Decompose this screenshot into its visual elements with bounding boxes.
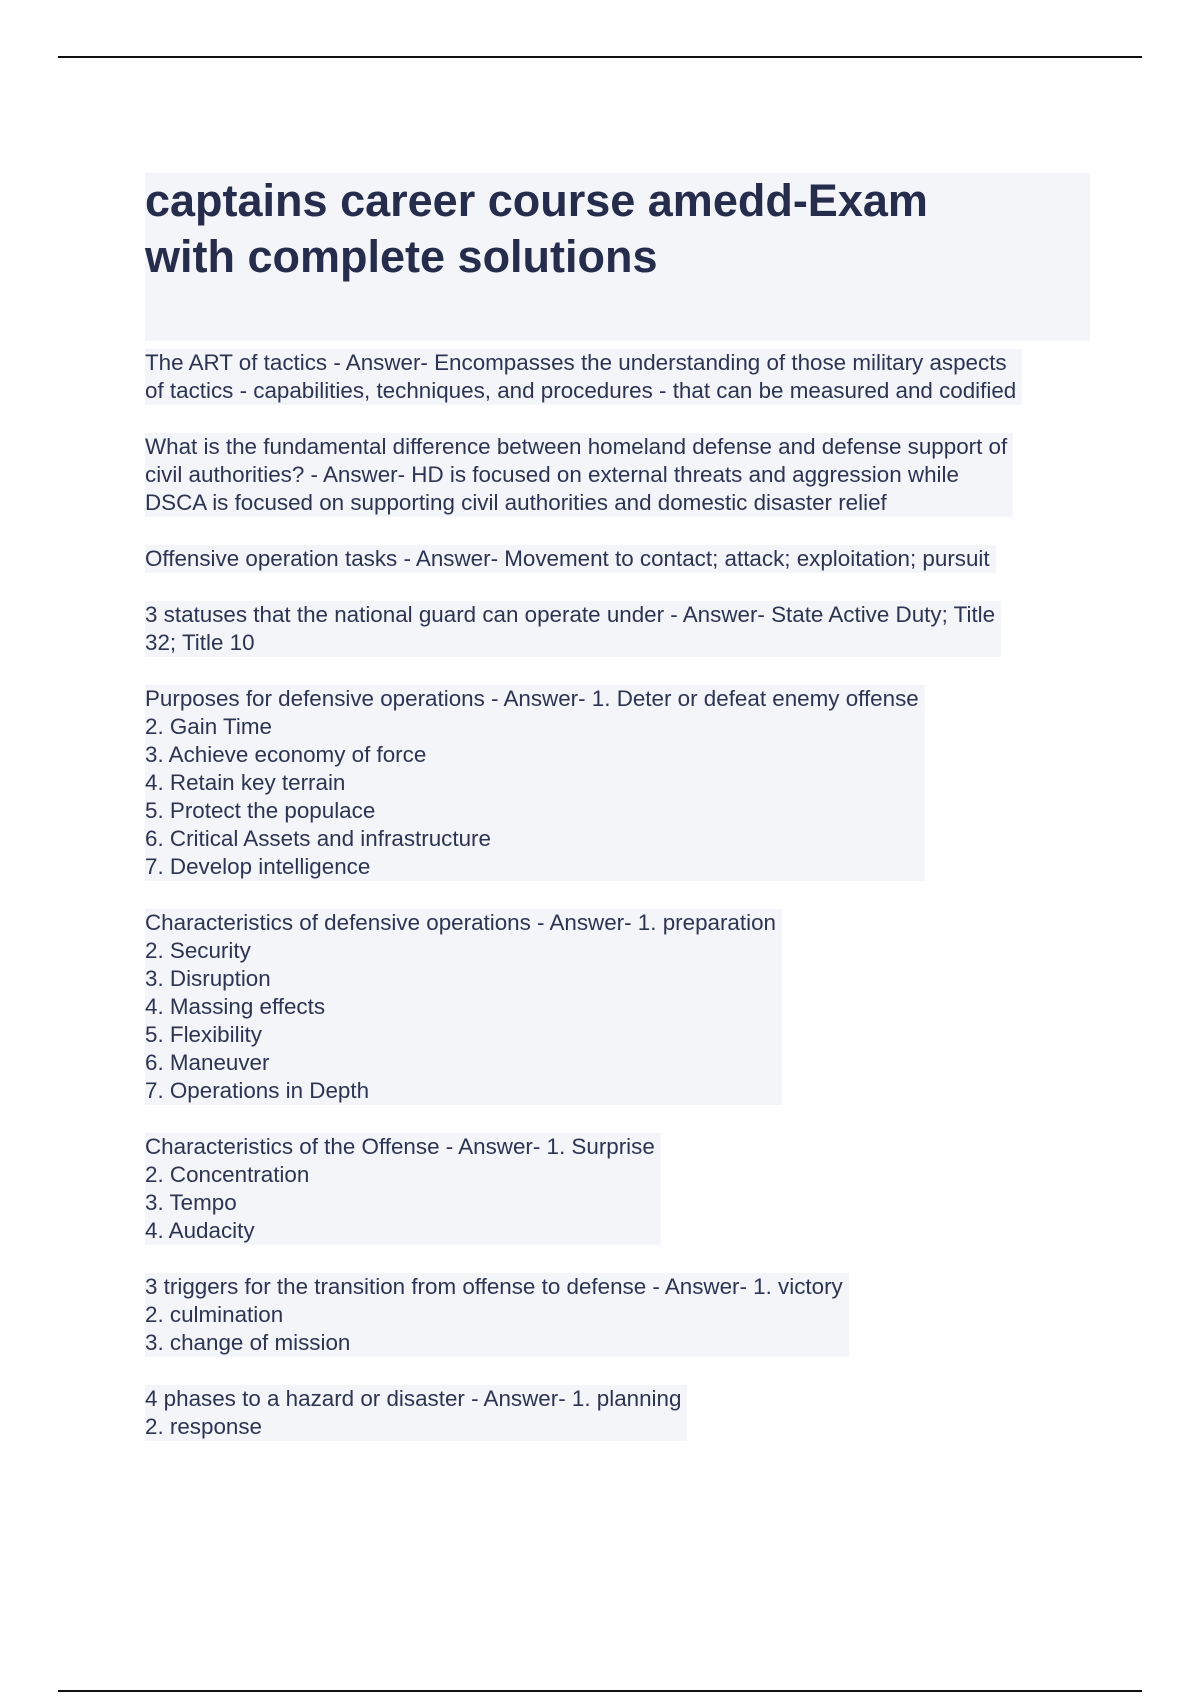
qa-line: Purposes for defensive operations - Answer- 1. Deter or defeat enemy offense (145, 686, 919, 711)
qa-line: DSCA is focused on supporting civil authorities and domestic disaster relief (145, 490, 887, 515)
qa-entry-disaster-phases (145, 1385, 1090, 1441)
qa-line: 6. Critical Assets and infrastructure (145, 826, 491, 851)
qa-line: 32; Title 10 (145, 630, 255, 655)
qa-entry-offense-characteristics (145, 1133, 1090, 1245)
document-body (145, 173, 1090, 1469)
qa-entry-defensive-purposes (145, 685, 1090, 881)
qa-line: 4 phases to a hazard or disaster - Answer- 1. planning (145, 1386, 682, 1411)
qa-entry-transition-triggers (145, 1273, 1090, 1357)
title-line: captains career course amedd-Exam (145, 175, 928, 226)
qa-line: civil authorities? - Answer- HD is focused on external threats and aggression while (145, 462, 959, 487)
qa-entry-offensive-tasks (145, 545, 1090, 573)
top-rule (58, 56, 1142, 58)
qa-entry-hd-vs-dsca (145, 433, 1090, 517)
qa-line: 2. culmination (145, 1302, 284, 1327)
page-title (145, 173, 1090, 341)
qa-line: 4. Massing effects (145, 994, 326, 1019)
qa-line: What is the fundamental difference between homeland defense and defense support of (145, 434, 1008, 459)
qa-line: 3. Achieve economy of force (145, 742, 427, 767)
qa-line: of tactics - capabilities, techniques, and procedures - that can be measured and codified (145, 378, 1017, 403)
qa-entry-art-of-tactics (145, 349, 1090, 405)
qa-line: 6. Maneuver (145, 1050, 270, 1075)
qa-line: Characteristics of the Offense - Answer- 1. Surprise (145, 1134, 655, 1159)
qa-line: 7. Develop intelligence (145, 854, 371, 879)
qa-line: 5. Flexibility (145, 1022, 262, 1047)
qa-line: 2. response (145, 1414, 263, 1439)
qa-line: 3. change of mission (145, 1330, 351, 1355)
qa-line: Characteristics of defensive operations - Answer- 1. preparation (145, 910, 776, 935)
qa-line: 3 triggers for the transition from offense to defense - Answer- 1. victory (145, 1274, 843, 1299)
qa-line: 4. Retain key terrain (145, 770, 346, 795)
qa-line: 5. Protect the populace (145, 798, 376, 823)
qa-line: 2. Gain Time (145, 714, 272, 739)
qa-line: 4. Audacity (145, 1218, 255, 1243)
qa-entry-national-guard-statuses (145, 601, 1090, 657)
qa-line: 2. Concentration (145, 1162, 310, 1187)
qa-line: The ART of tactics - Answer- Encompasses the understanding of those military aspects (145, 350, 1007, 375)
qa-line: 2. Security (145, 938, 251, 963)
qa-entry-defensive-characteristics (145, 909, 1090, 1105)
qa-line: 3 statuses that the national guard can operate under - Answer- State Active Duty; Title (145, 602, 996, 627)
qa-line: Offensive operation tasks - Answer- Movement to contact; attack; exploitation; pursuit (145, 546, 990, 571)
qa-line: 3. Tempo (145, 1190, 237, 1215)
bottom-rule (58, 1690, 1142, 1692)
qa-line: 3. Disruption (145, 966, 271, 991)
qa-line: 7. Operations in Depth (145, 1078, 370, 1103)
title-line: with complete solutions (145, 231, 658, 282)
